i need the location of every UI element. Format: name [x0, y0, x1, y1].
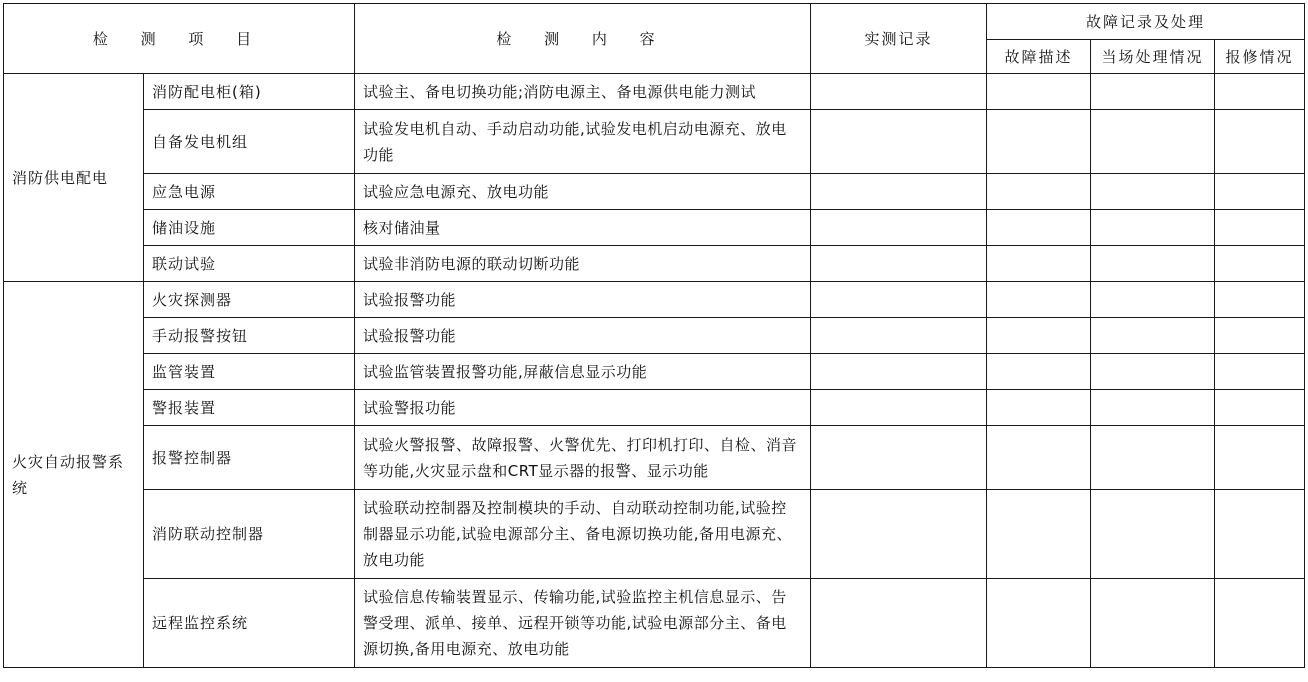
item-cell: 火灾探测器	[144, 282, 355, 318]
table-row	[4, 246, 1305, 282]
measured-record-cell[interactable]	[811, 426, 987, 490]
item-cell: 消防配电柜(箱)	[144, 74, 355, 110]
measured-record-cell[interactable]	[811, 282, 987, 318]
fault-description-cell[interactable]	[987, 174, 1091, 210]
table-row	[4, 74, 1305, 110]
table-row	[4, 318, 1305, 354]
header-onsite-handling: 当场处理情况	[1091, 40, 1215, 74]
inspection-table	[3, 3, 1305, 668]
content-cell: 试验报警功能	[355, 282, 811, 318]
table-row	[4, 110, 1305, 174]
measured-record-cell[interactable]	[811, 110, 987, 174]
item-cell: 联动试验	[144, 246, 355, 282]
content-cell: 试验信息传输装置显示、传输功能,试验监控主机信息显示、告警受理、派单、接单、远程开锁等功能,试验电源部分主、备电源切换,备用电源充、放电功能	[355, 579, 811, 668]
fault-description-cell[interactable]	[987, 318, 1091, 354]
content-cell: 试验警报功能	[355, 390, 811, 426]
onsite-handling-cell[interactable]	[1091, 174, 1215, 210]
table-row	[4, 390, 1305, 426]
fault-description-cell[interactable]	[987, 490, 1091, 579]
onsite-handling-cell[interactable]	[1091, 390, 1215, 426]
fault-description-cell[interactable]	[987, 74, 1091, 110]
content-cell: 试验报警功能	[355, 318, 811, 354]
content-cell: 试验主、备电切换功能;消防电源主、备电源供电能力测试	[355, 74, 811, 110]
table-row	[4, 490, 1305, 579]
header-fault-record-group: 故障记录及处理	[987, 4, 1305, 40]
item-cell: 消防联动控制器	[144, 490, 355, 579]
measured-record-cell[interactable]	[811, 390, 987, 426]
onsite-handling-cell[interactable]	[1091, 282, 1215, 318]
fault-description-cell[interactable]	[987, 390, 1091, 426]
content-cell: 试验发电机自动、手动启动功能,试验发电机启动电源充、放电功能	[355, 110, 811, 174]
onsite-handling-cell[interactable]	[1091, 354, 1215, 390]
measured-record-cell[interactable]	[811, 174, 987, 210]
repair-status-cell[interactable]	[1215, 318, 1305, 354]
repair-status-cell[interactable]	[1215, 210, 1305, 246]
fault-description-cell[interactable]	[987, 246, 1091, 282]
item-cell: 报警控制器	[144, 426, 355, 490]
item-cell: 监管装置	[144, 354, 355, 390]
table-row	[4, 579, 1305, 668]
repair-status-cell[interactable]	[1215, 110, 1305, 174]
onsite-handling-cell[interactable]	[1091, 246, 1215, 282]
content-cell: 试验应急电源充、放电功能	[355, 174, 811, 210]
measured-record-cell[interactable]	[811, 318, 987, 354]
repair-status-cell[interactable]	[1215, 490, 1305, 579]
table-row	[4, 282, 1305, 318]
repair-status-cell[interactable]	[1215, 579, 1305, 668]
item-cell: 储油设施	[144, 210, 355, 246]
measured-record-cell[interactable]	[811, 210, 987, 246]
measured-record-cell[interactable]	[811, 354, 987, 390]
onsite-handling-cell[interactable]	[1091, 110, 1215, 174]
content-cell: 试验监管装置报警功能,屏蔽信息显示功能	[355, 354, 811, 390]
item-cell: 警报装置	[144, 390, 355, 426]
category-cell: 消防供电配电	[4, 74, 144, 282]
fault-description-cell[interactable]	[987, 579, 1091, 668]
header-measured-record: 实测记录	[811, 4, 987, 74]
item-cell: 应急电源	[144, 174, 355, 210]
category-cell: 火灾自动报警系统	[4, 282, 144, 668]
measured-record-cell[interactable]	[811, 74, 987, 110]
measured-record-cell[interactable]	[811, 579, 987, 668]
repair-status-cell[interactable]	[1215, 174, 1305, 210]
onsite-handling-cell[interactable]	[1091, 579, 1215, 668]
repair-status-cell[interactable]	[1215, 246, 1305, 282]
table-row	[4, 426, 1305, 490]
onsite-handling-cell[interactable]	[1091, 74, 1215, 110]
content-cell: 核对储油量	[355, 210, 811, 246]
table-row	[4, 354, 1305, 390]
fault-description-cell[interactable]	[987, 210, 1091, 246]
header-inspection-item: 检 测 项 目	[4, 4, 355, 74]
repair-status-cell[interactable]	[1215, 354, 1305, 390]
table-row	[4, 210, 1305, 246]
onsite-handling-cell[interactable]	[1091, 490, 1215, 579]
item-cell: 手动报警按钮	[144, 318, 355, 354]
repair-status-cell[interactable]	[1215, 74, 1305, 110]
fault-description-cell[interactable]	[987, 110, 1091, 174]
repair-status-cell[interactable]	[1215, 282, 1305, 318]
onsite-handling-cell[interactable]	[1091, 426, 1215, 490]
content-cell: 试验非消防电源的联动切断功能	[355, 246, 811, 282]
header-inspection-content: 检 测 内 容	[355, 4, 811, 74]
item-cell: 远程监控系统	[144, 579, 355, 668]
content-cell: 试验联动控制器及控制模块的手动、自动联动控制功能,试验控制器显示功能,试验电源部分主、备电源切换功能,备用电源充、放电功能	[355, 490, 811, 579]
header-fault-description: 故障描述	[987, 40, 1091, 74]
fault-description-cell[interactable]	[987, 426, 1091, 490]
repair-status-cell[interactable]	[1215, 426, 1305, 490]
onsite-handling-cell[interactable]	[1091, 210, 1215, 246]
item-cell: 自备发电机组	[144, 110, 355, 174]
fault-description-cell[interactable]	[987, 282, 1091, 318]
table-row	[4, 174, 1305, 210]
header-repair-status: 报修情况	[1215, 40, 1305, 74]
measured-record-cell[interactable]	[811, 490, 987, 579]
content-cell: 试验火警报警、故障报警、火警优先、打印机打印、自检、消音等功能,火灾显示盘和CRT显示器的报警、显示功能	[355, 426, 811, 490]
fault-description-cell[interactable]	[987, 354, 1091, 390]
repair-status-cell[interactable]	[1215, 390, 1305, 426]
onsite-handling-cell[interactable]	[1091, 318, 1215, 354]
measured-record-cell[interactable]	[811, 246, 987, 282]
